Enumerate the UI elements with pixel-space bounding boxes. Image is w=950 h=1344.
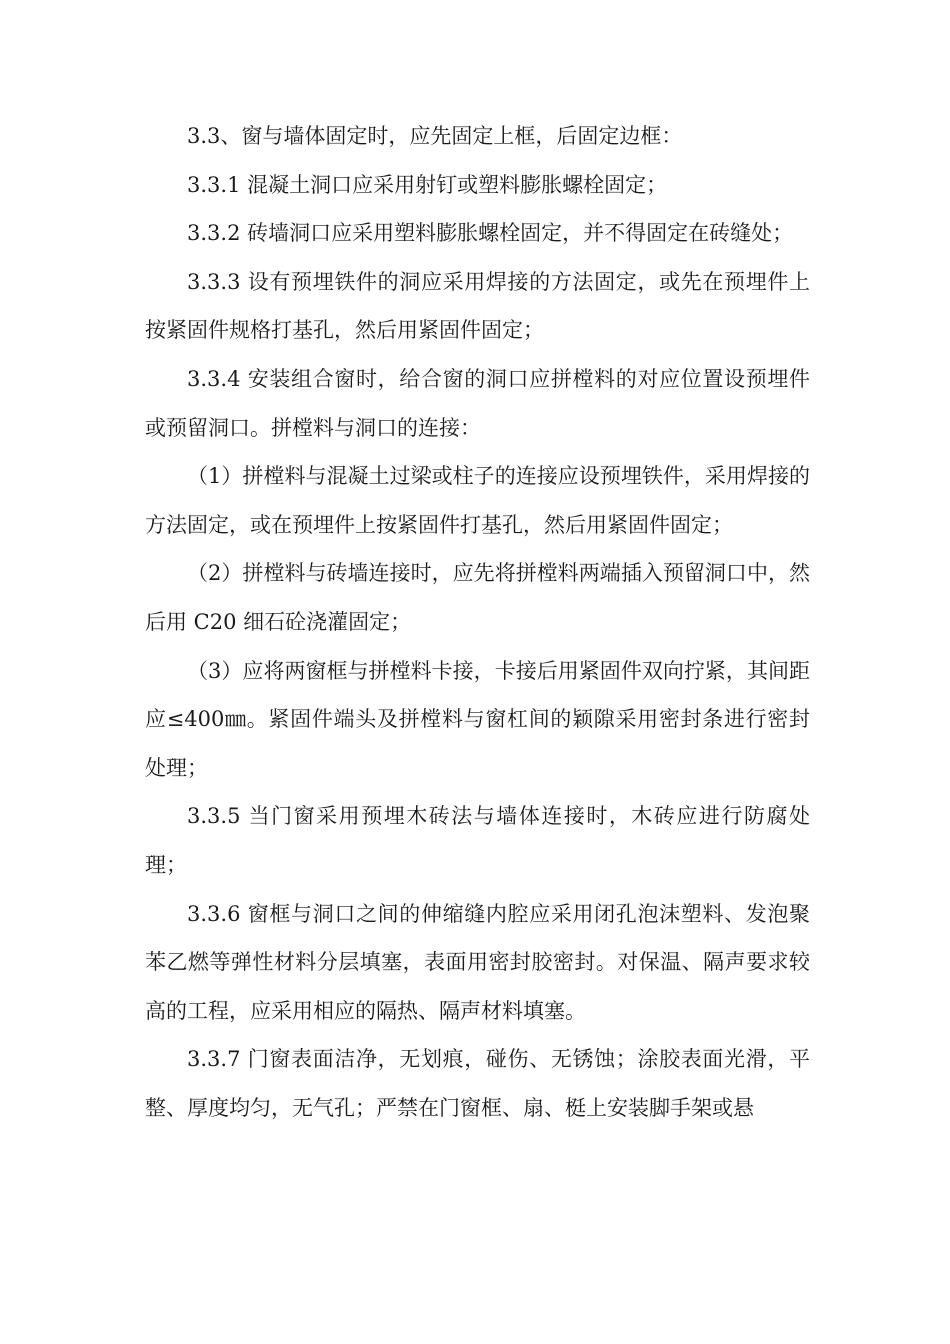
paragraph-3-3-3: 3.3.3 设有预埋铁件的洞应采用焊接的方法固定，或先在预埋件上按紧固件规格打基孔，然后用紧固件固定； — [145, 269, 810, 343]
paragraph-3-3-6: 3.3.6 窗框与洞口之间的伸缩缝内腔应采用闭孔泡沫塑料、发泡聚苯乙燃等弹性材料分层填塞，表面用密封胶密封。对保温、隔声要求较高的工程，应采用相应的隔热、隔声材料填塞。 — [145, 901, 810, 1023]
paragraph-item-3: （3）应将两窗框与拼樘料卡接，卡接后用紧固件双向拧紧，其间距应≤400㎜。紧固件端头及拼樘料与窗杠间的颖隙采用密封条进行密封处理； — [145, 658, 810, 780]
document-body — [145, 112, 810, 1132]
paragraph-3-3-2: 3.3.2 砖墙洞口应采用塑料膨胀螺栓固定，并不得固定在砖缝处； — [187, 221, 794, 246]
paragraph-3-3-5: 3.3.5 当门窗采用预埋木砖法与墙体连接时，木砖应进行防腐处理； — [145, 804, 810, 877]
paragraph-item-1: （1）拼樘料与混凝土过梁或柱子的连接应设预埋铁件，采用焊接的方法固定，或在预埋件上按紧固件打基孔，然后用紧固件固定； — [145, 464, 810, 537]
paragraph-item-2: （2）拼樘料与砖墙连接时，应先将拼樘料两端插入预留洞口中，然后用 C20 细石砼浇灌固定； — [145, 561, 810, 634]
paragraph-3-3-4: 3.3.4 安装组合窗时，给合窗的洞口应拼樘料的对应位置设预埋件或预留洞口。拼樘料与洞口的连接： — [145, 366, 810, 440]
paragraph-3-3-1: 3.3.1 混凝土洞口应采用射钉或塑料膨胀螺栓固定； — [187, 172, 668, 197]
paragraph-3-3: 3.3、窗与墙体固定时，应先固定上框，后固定边框： — [187, 124, 683, 148]
paragraph-3-3-7: 3.3.7 门窗表面洁净，无划痕，碰伤、无锈蚀；涂胶表面光滑，平整、厚度均匀，无气孔；严禁在门窗框、扇、梃上安装脚手架或悬 — [145, 1047, 810, 1120]
